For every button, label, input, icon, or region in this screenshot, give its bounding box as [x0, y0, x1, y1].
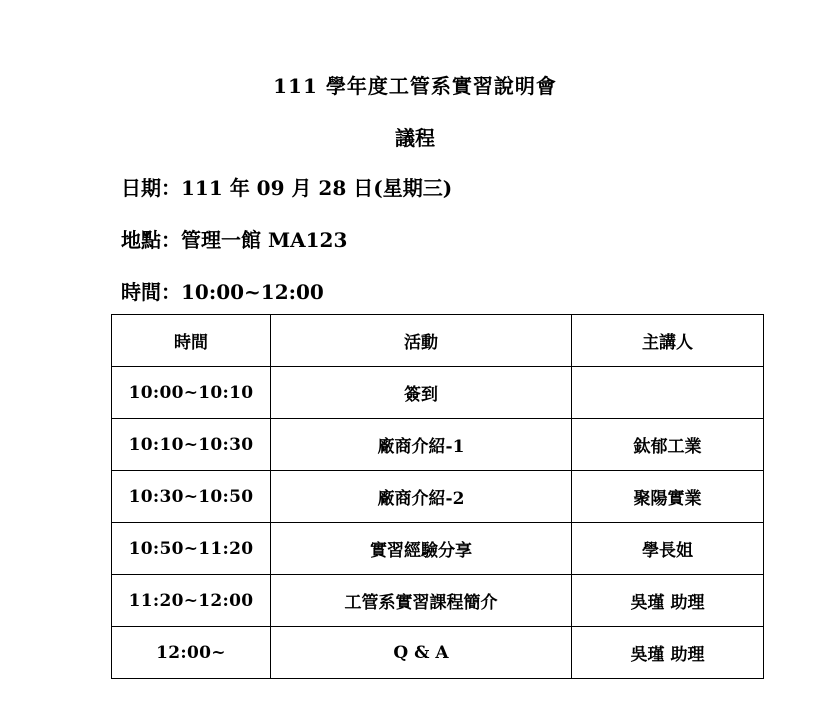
- row-time: 10:10~10:30: [112, 419, 271, 471]
- row-speaker: 吳瑾 助理: [572, 575, 764, 627]
- row-activity: 廠商介紹-2: [271, 471, 572, 523]
- place-line: 地點：管理一館 MA123: [121, 228, 348, 252]
- date-line: 日期：111 年 09 月 28 日(星期三): [121, 176, 453, 200]
- row-time: 10:30~10:50: [112, 471, 271, 523]
- row-speaker: [572, 367, 764, 419]
- row-speaker: 吳瑾 助理: [572, 627, 764, 679]
- row-speaker: 聚陽實業: [572, 471, 764, 523]
- table-row: [112, 627, 764, 679]
- table-header-row: [112, 315, 764, 367]
- document-title: 111 學年度工管系實習說明會: [273, 74, 557, 98]
- header-activity: 活動: [271, 315, 572, 367]
- agenda-table: [111, 314, 764, 679]
- row-time: 12:00~: [112, 627, 271, 679]
- row-activity: 工管系實習課程簡介: [271, 575, 572, 627]
- row-activity: 簽到: [271, 367, 572, 419]
- row-activity: 廠商介紹-1: [271, 419, 572, 471]
- time-line: 時間：10:00~12:00: [121, 280, 324, 304]
- table-row: [112, 419, 764, 471]
- row-activity: 實習經驗分享: [271, 523, 572, 575]
- header-time: 時間: [112, 315, 271, 367]
- row-time: 10:00~10:10: [112, 367, 271, 419]
- table-row: [112, 471, 764, 523]
- header-speaker: 主講人: [572, 315, 764, 367]
- row-speaker: 學長姐: [572, 523, 764, 575]
- row-time: 10:50~11:20: [112, 523, 271, 575]
- table-row: [112, 367, 764, 419]
- row-time: 11:20~12:00: [112, 575, 271, 627]
- document-subtitle: 議程: [395, 126, 435, 150]
- table-row: [112, 575, 764, 627]
- row-speaker: 鈦郁工業: [572, 419, 764, 471]
- table-row: [112, 523, 764, 575]
- row-activity: Q & A: [271, 627, 572, 679]
